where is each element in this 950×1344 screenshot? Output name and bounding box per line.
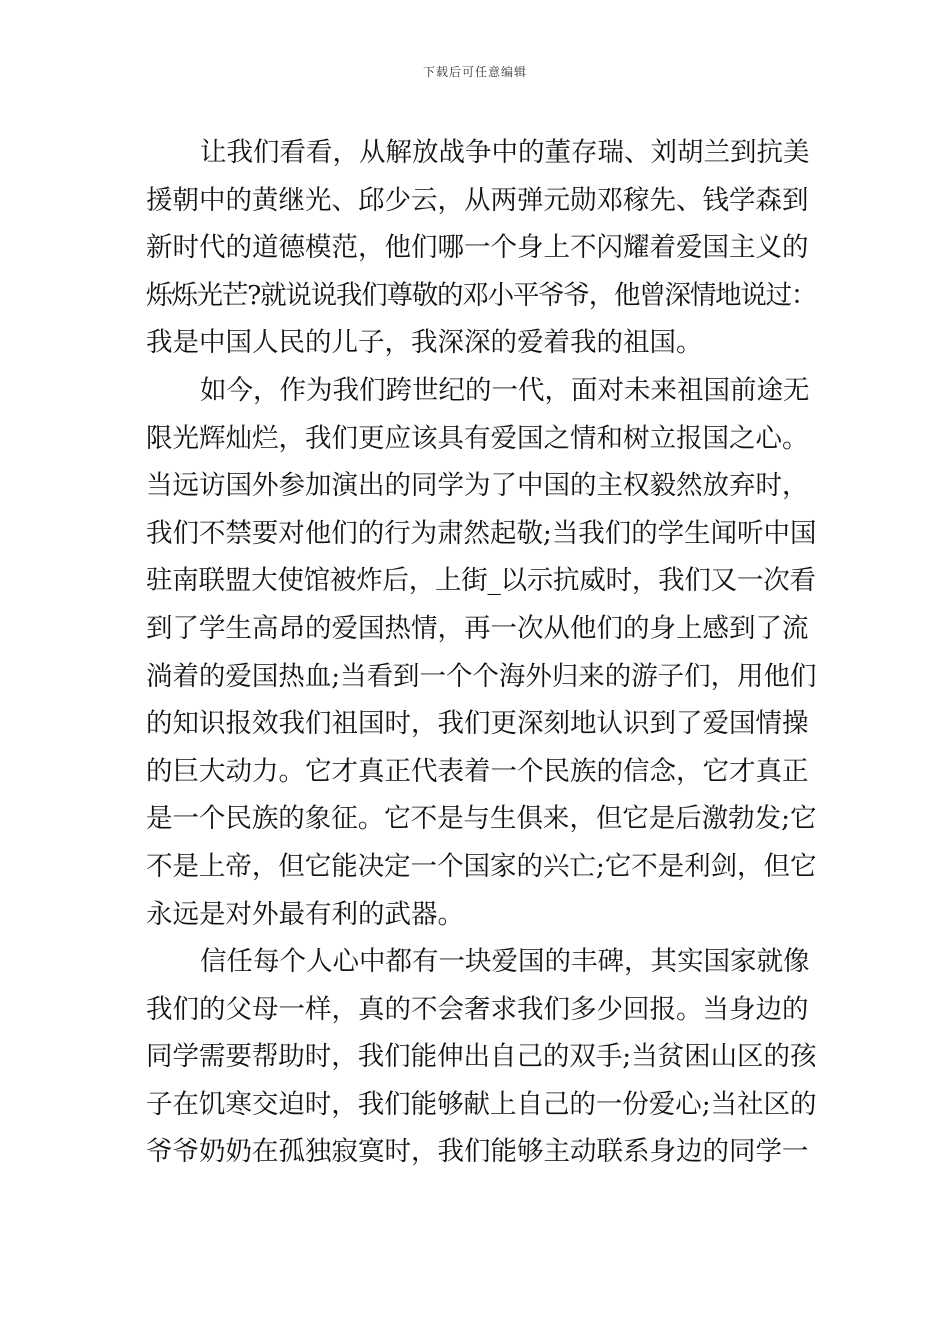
text-line: 永远是对外最有利的武器。 xyxy=(146,898,464,930)
text-line: 到了学生高昂的爱国热情，再一次从他们的身上感到了流 xyxy=(146,612,809,644)
text-line: 信任每个人心中都有一块爱国的丰碑，其实国家就像 xyxy=(200,946,810,978)
text-line: 同学需要帮助时，我们能伸出自己的双手;当贫困山区的孩 xyxy=(146,1041,817,1073)
text-line: 让我们看看，从解放战争中的董存瑞、刘胡兰到抗美 xyxy=(200,137,810,168)
text-line: 爷爷奶奶在孤独寂寞时，我们能够主动联系身边的同学一 xyxy=(146,1136,809,1168)
text-line: 我们的父母一样，真的不会奢求我们多少回报。当身边的 xyxy=(146,993,809,1025)
text-line: 限光辉灿烂，我们更应该具有爱国之情和树立报国之心。 xyxy=(146,422,809,454)
text-line: 的巨大动力。它才真正代表着一个民族的信念，它才真正 xyxy=(146,755,809,787)
text-line: 的知识报效我们祖国时，我们更深刻地认识到了爱国情操 xyxy=(146,708,809,740)
text-line: 淌着的爱国热血;当看到一个个海外归来的游子们，用他们 xyxy=(146,660,817,692)
text-line: 烁烁光芒?就说说我们尊敬的邓小平爷爷，他曾深情地说过： xyxy=(146,279,817,311)
text-line: 是一个民族的象征。它不是与生俱来，但它是后激勃发;它 xyxy=(146,803,817,835)
text-line: 援朝中的黄继光、邱少云，从两弹元勋邓稼先、钱学森到 xyxy=(146,184,809,216)
text-line: 如今，作为我们跨世纪的一代，面对未来祖国前途无 xyxy=(200,374,810,406)
page-header: 下载后可任意编辑 xyxy=(422,65,527,79)
document-body xyxy=(146,129,816,1176)
text-line: 驻南联盟大使馆被炸后，上街_以示抗威时，我们又一次看 xyxy=(146,565,816,597)
text-line: 不是上帝，但它能决定一个国家的兴亡;它不是利剑，但它 xyxy=(146,850,817,882)
text-line: 我们不禁要对他们的行为肃然起敬;当我们的学生闻听中国 xyxy=(146,517,817,549)
text-line: 我是中国人民的儿子，我深深的爱着我的祖国。 xyxy=(146,327,703,359)
text-line: 子在饥寒交迫时，我们能够献上自己的一份爱心;当社区的 xyxy=(146,1088,817,1120)
text-line: 当远访国外参加演出的同学为了中国的主权毅然放弃时， xyxy=(146,470,809,502)
text-line: 新时代的道德模范，他们哪一个身上不闪耀着爱国主义的 xyxy=(146,232,809,264)
